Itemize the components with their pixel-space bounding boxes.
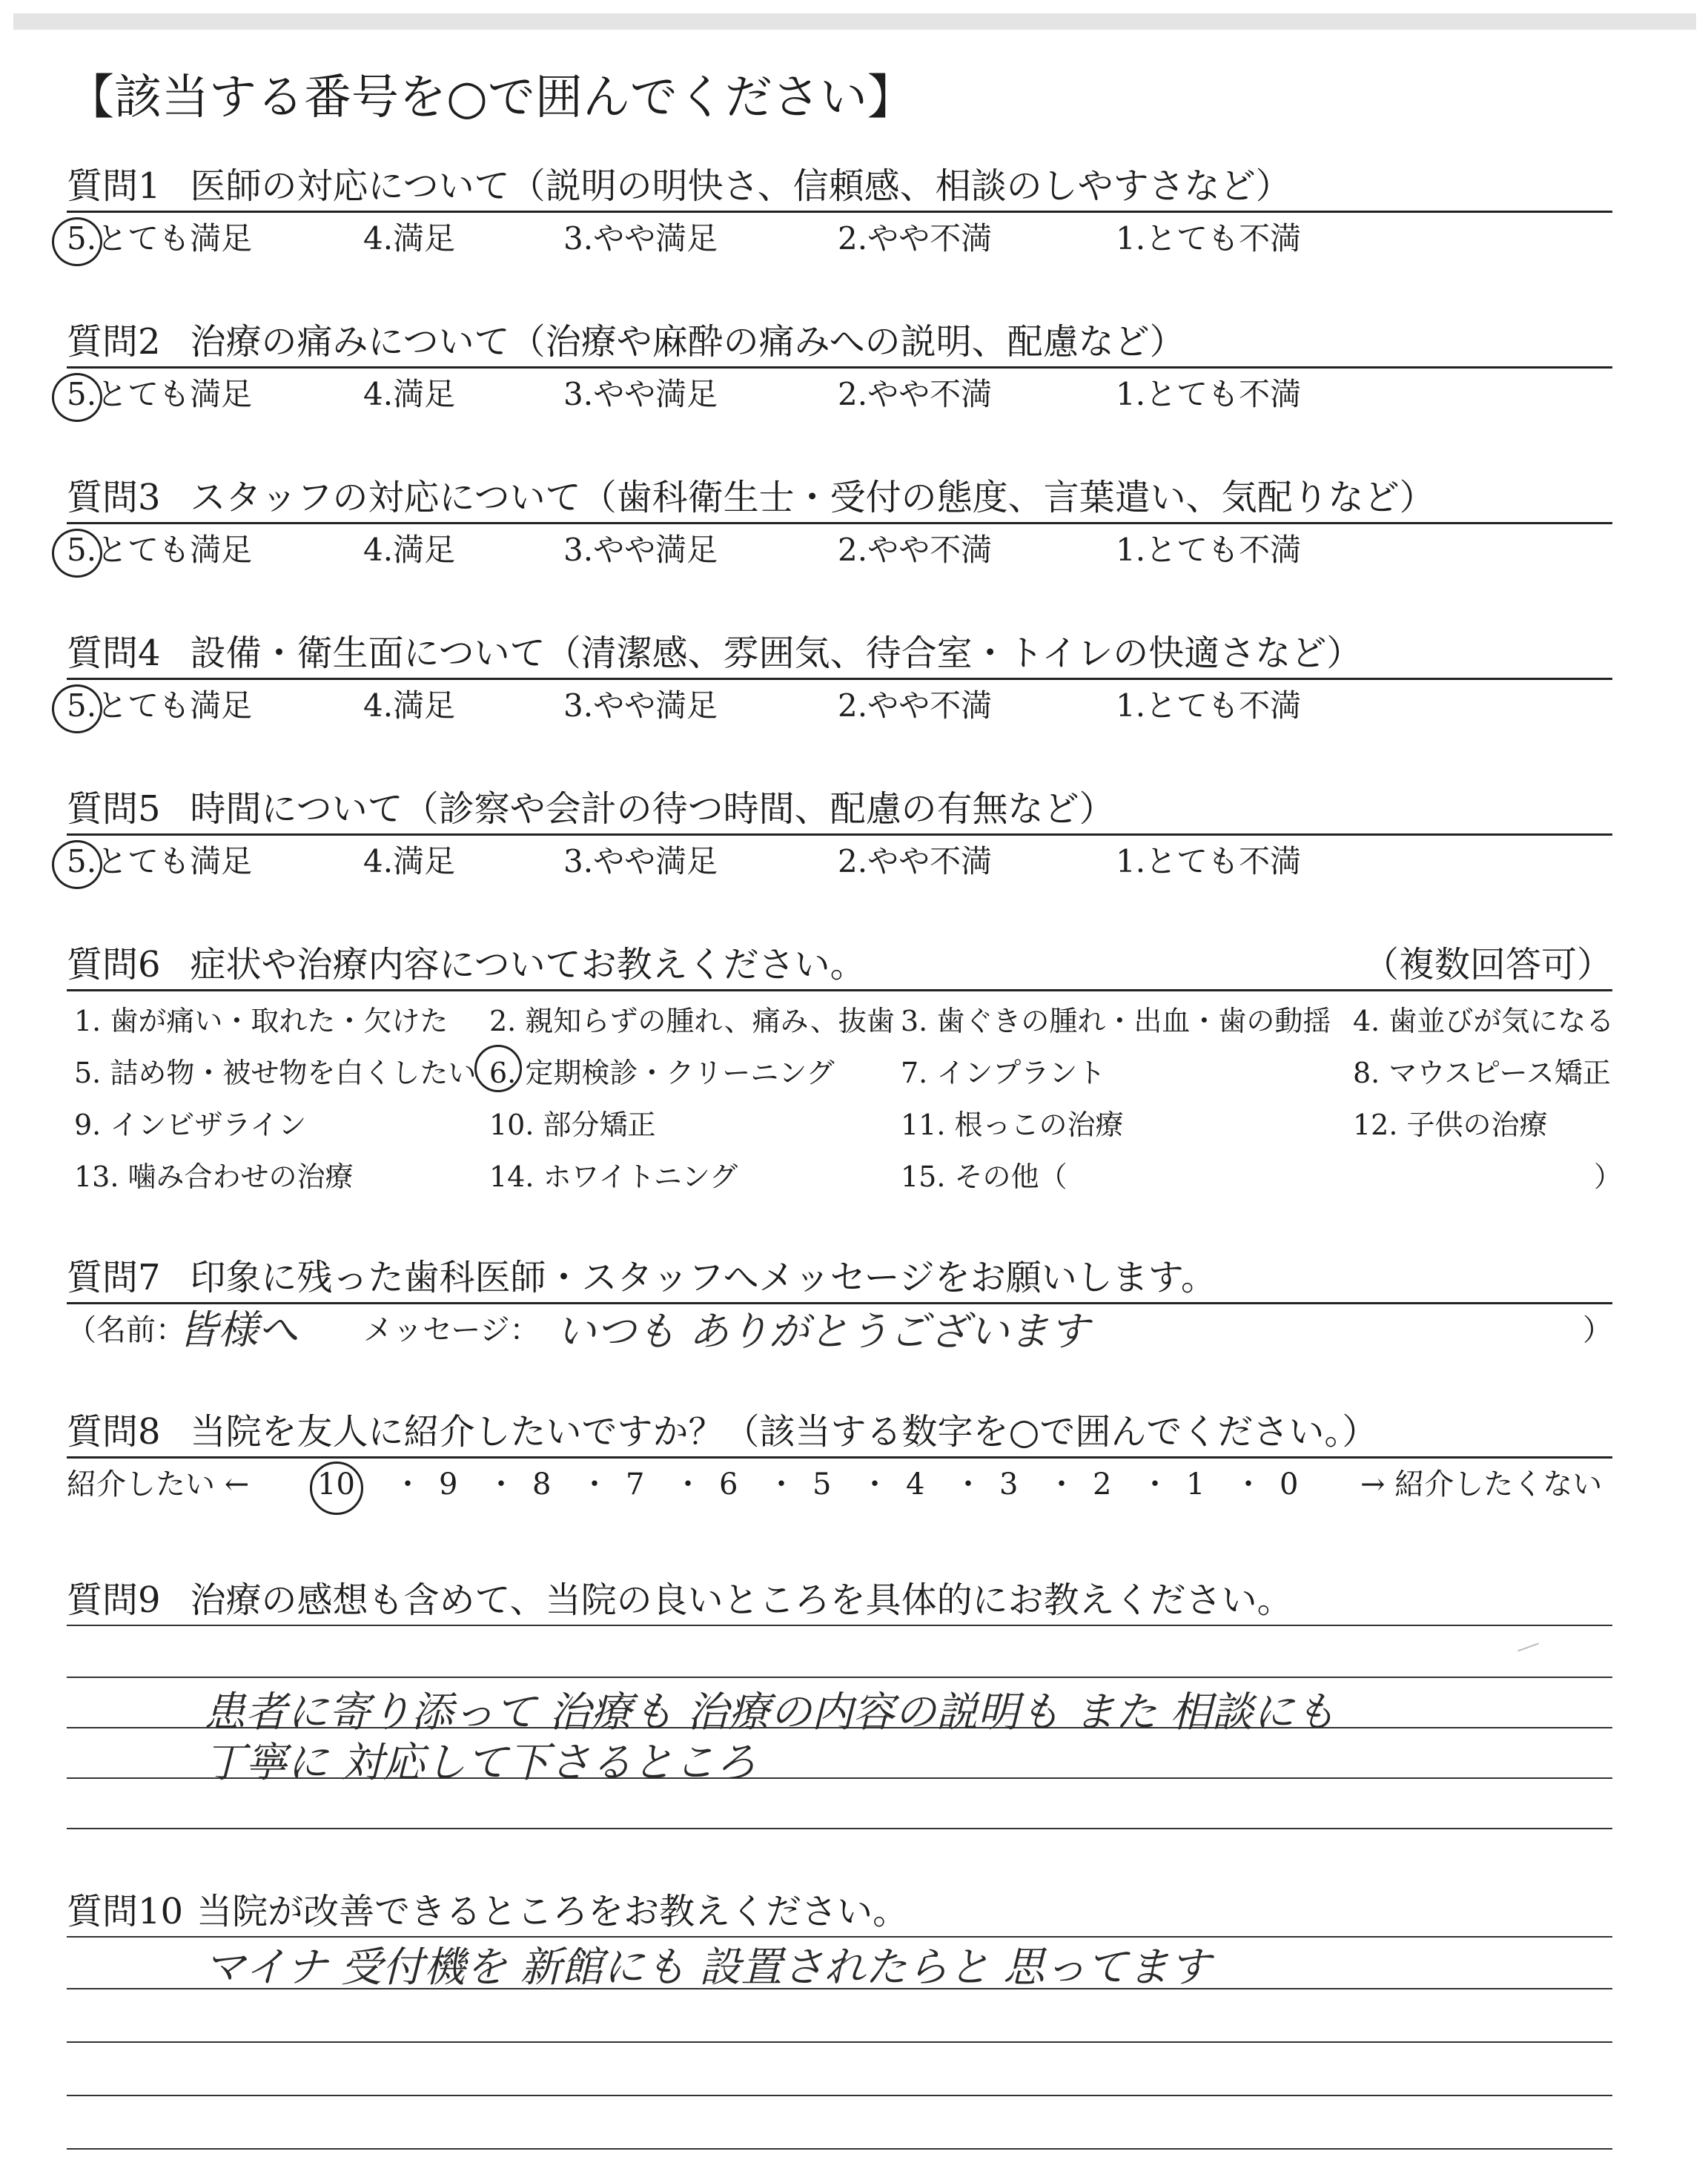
answer-line: [67, 2095, 1612, 2096]
multiple-answer-note: （複数回答可）: [1363, 944, 1612, 985]
choice-4[interactable]: 4.満足: [363, 687, 456, 724]
option-15-close: ）: [1594, 1160, 1623, 1193]
choice-3[interactable]: 3.やや満足: [563, 532, 718, 568]
answer-text[interactable]: マイナ 受付機を 新館にも 設置されたらと 思ってます: [204, 1943, 1211, 1992]
choice-2[interactable]: 2.やや不満: [838, 843, 993, 879]
scale-dot: ・: [1047, 1467, 1076, 1502]
choice-1[interactable]: 1.とても不満: [1116, 532, 1302, 568]
question-7: [67, 1253, 1612, 1356]
name-label: （名前：: [67, 1313, 185, 1347]
option-12[interactable]: 12. 子供の治療: [1353, 1109, 1548, 1141]
answer-line: [67, 2041, 1612, 2043]
message-close: ）: [1583, 1313, 1612, 1347]
answer-line: [67, 1677, 1612, 1678]
choice-2[interactable]: 2.やや不満: [838, 376, 993, 412]
question-10: [67, 1887, 1612, 2160]
question-text: 治療の感想も含めて、当院の良いところを具体的にお教えください。: [190, 1579, 1293, 1621]
option-15[interactable]: 15. その他（: [901, 1160, 1068, 1193]
scale-7[interactable]: 7: [626, 1467, 645, 1502]
option-5[interactable]: 5. 詰め物・被せ物を白くしたい: [74, 1057, 477, 1089]
scale-left-label: 紹介したい ←: [67, 1467, 250, 1502]
question-1: [67, 162, 1612, 265]
choice-3[interactable]: 3.やや満足: [563, 376, 718, 412]
choice-5[interactable]: 5.とても満足: [67, 687, 253, 724]
choice-1[interactable]: 1.とても不満: [1116, 843, 1302, 879]
question-4: [67, 629, 1612, 732]
option-14[interactable]: 14. ホワイトニング: [489, 1160, 738, 1193]
choice-1[interactable]: 1.とても不満: [1116, 376, 1302, 412]
option-3[interactable]: 3. 歯ぐきの腫れ・出血・歯の動揺: [901, 1005, 1331, 1037]
scan-top-edge: [13, 13, 1696, 30]
scale-dot: ・: [486, 1467, 516, 1502]
question-title: 質問10 当院が改善できるところをお教えください。: [67, 1887, 1612, 1938]
choice-row: [67, 213, 1612, 265]
question-6: [67, 940, 1623, 1214]
scale-right-label: → 紹介したくない: [1360, 1467, 1603, 1502]
choice-5[interactable]: 5.とても満足: [67, 220, 253, 257]
question-text: 治療の痛みについて（治療や麻酔の痛みへの説明、配慮など）: [190, 321, 1185, 363]
question-title: 質問3 スタッフの対応について（歯科衛生士・受付の態度、言葉遣い、気配りなど）: [67, 473, 1612, 524]
question-text: 症状や治療内容についてお教えください。: [190, 944, 866, 985]
question-title: 質問9 治療の感想も含めて、当院の良いところを具体的にお教えください。: [67, 1576, 1612, 1626]
option-4[interactable]: 4. 歯並びが気になる: [1353, 1005, 1615, 1037]
question-text: 印象に残った歯科医師・スタッフへメッセージをお願いします。: [190, 1257, 1217, 1298]
choice-5[interactable]: 5.とても満足: [67, 376, 253, 412]
question-text: スタッフの対応について（歯科衛生士・受付の態度、言葉遣い、気配りなど）: [190, 477, 1435, 518]
question-3: [67, 473, 1612, 576]
choice-2[interactable]: 2.やや不満: [838, 220, 993, 257]
symptom-options: [67, 991, 1623, 1214]
scale-8[interactable]: 8: [532, 1467, 552, 1502]
option-6[interactable]: 6. 定期検診・クリーニング: [489, 1057, 835, 1089]
recommend-scale: [67, 1459, 1612, 1510]
choice-1[interactable]: 1.とても不満: [1116, 220, 1302, 257]
scale-6[interactable]: 6: [719, 1467, 738, 1502]
option-7[interactable]: 7. インプラント: [901, 1057, 1106, 1089]
option-9[interactable]: 9. インビザライン: [74, 1109, 307, 1141]
scale-3[interactable]: 3: [999, 1467, 1019, 1502]
question-title: 質問2 治療の痛みについて（治療や麻酔の痛みへの説明、配慮など）: [67, 317, 1612, 369]
question-title: 質問1 医師の対応について（説明の明快さ、信頼感、相談のしやすさなど）: [67, 162, 1612, 213]
form-heading: 【該当する番号を○で囲んでください】: [67, 70, 915, 125]
question-title: 質問5 時間について（診察や会計の待つ時間、配慮の有無など）: [67, 785, 1612, 836]
option-10[interactable]: 10. 部分矯正: [489, 1109, 656, 1141]
choice-4[interactable]: 4.満足: [363, 220, 456, 257]
choice-2[interactable]: 2.やや不満: [838, 532, 993, 568]
choice-row: [67, 836, 1612, 888]
choice-1[interactable]: 1.とても不満: [1116, 687, 1302, 724]
scale-dot: ・: [953, 1467, 983, 1502]
message-label: メッセージ：: [363, 1313, 540, 1347]
choice-4[interactable]: 4.満足: [363, 532, 456, 568]
choice-row: [67, 524, 1612, 576]
option-8[interactable]: 8. マウスピース矯正: [1353, 1057, 1611, 1089]
choice-5[interactable]: 5.とても満足: [67, 532, 253, 568]
scale-0[interactable]: 0: [1280, 1467, 1299, 1502]
scale-dot: ・: [673, 1467, 703, 1502]
question-title: 質問8 当院を友人に紹介したいですか？（該当する数字を○で囲んでください。）: [67, 1407, 1612, 1459]
question-text: 医師の対応について（説明の明快さ、信頼感、相談のしやすさなど）: [190, 165, 1291, 207]
question-title: 質問4 設備・衛生面について（清潔感、雰囲気、待合室・トイレの快適さなど）: [67, 629, 1612, 680]
scale-4[interactable]: 4: [906, 1467, 925, 1502]
answer-line: [67, 1828, 1612, 1829]
choice-3[interactable]: 3.やや満足: [563, 687, 718, 724]
scale-1[interactable]: 1: [1186, 1467, 1205, 1502]
choice-3[interactable]: 3.やや満足: [563, 220, 718, 257]
answer-text-line-1[interactable]: 患者に寄り添って 治療も 治療の内容の説明も また 相談にも: [204, 1688, 1337, 1737]
choice-row: [67, 680, 1612, 732]
scale-dot: ・: [1234, 1467, 1263, 1502]
scale-dot: ・: [767, 1467, 796, 1502]
question-5: [67, 785, 1612, 888]
scale-dot: ・: [580, 1467, 609, 1502]
question-8: [67, 1407, 1612, 1510]
scale-9[interactable]: 9: [439, 1467, 458, 1502]
message-value[interactable]: いつも ありがとうございます: [556, 1308, 1090, 1355]
scale-5[interactable]: 5: [812, 1467, 832, 1502]
answer-lines: [67, 1938, 1612, 2160]
scale-dot: ・: [860, 1467, 890, 1502]
scale-dot: ・: [393, 1467, 423, 1502]
answer-text-line-2[interactable]: 丁寧に 対応して下さるところ: [204, 1739, 757, 1787]
question-2: [67, 317, 1612, 420]
option-11[interactable]: 11. 根っこの治療: [901, 1109, 1124, 1141]
choice-row: [67, 369, 1612, 420]
choice-4[interactable]: 4.満足: [363, 376, 456, 412]
name-value[interactable]: 皆様へ: [178, 1307, 298, 1353]
scale-dot: ・: [1140, 1467, 1170, 1502]
question-text: 設備・衛生面について（清潔感、雰囲気、待合室・トイレの快適さなど）: [190, 633, 1363, 674]
answer-line: [67, 2148, 1612, 2150]
scale-10[interactable]: 10: [317, 1467, 355, 1502]
option-2[interactable]: 2. 親知らずの腫れ、痛み、抜歯: [489, 1005, 895, 1037]
question-text: 当院が改善できるところをお教えください。: [196, 1891, 909, 1932]
question-text: 時間について（診察や会計の待つ時間、配慮の有無など）: [190, 788, 1115, 830]
option-1[interactable]: 1. 歯が痛い・取れた・欠けた: [74, 1005, 448, 1037]
message-row: [67, 1304, 1612, 1356]
choice-2[interactable]: 2.やや不満: [838, 687, 993, 724]
scale-2[interactable]: 2: [1093, 1467, 1112, 1502]
question-title: 質問6 症状や治療内容についてお教えください。 （複数回答可）: [67, 940, 1612, 991]
question-9: [67, 1576, 1612, 1938]
question-text: 当院を友人に紹介したいですか？（該当する数字を○で囲んでください。）: [190, 1411, 1378, 1453]
option-13[interactable]: 13. 噛み合わせの治療: [74, 1160, 354, 1193]
choice-5[interactable]: 5.とても満足: [67, 843, 253, 879]
question-title: 質問7 印象に残った歯科医師・スタッフへメッセージをお願いします。: [67, 1253, 1612, 1304]
choice-3[interactable]: 3.やや満足: [563, 843, 718, 879]
choice-4[interactable]: 4.満足: [363, 843, 456, 879]
